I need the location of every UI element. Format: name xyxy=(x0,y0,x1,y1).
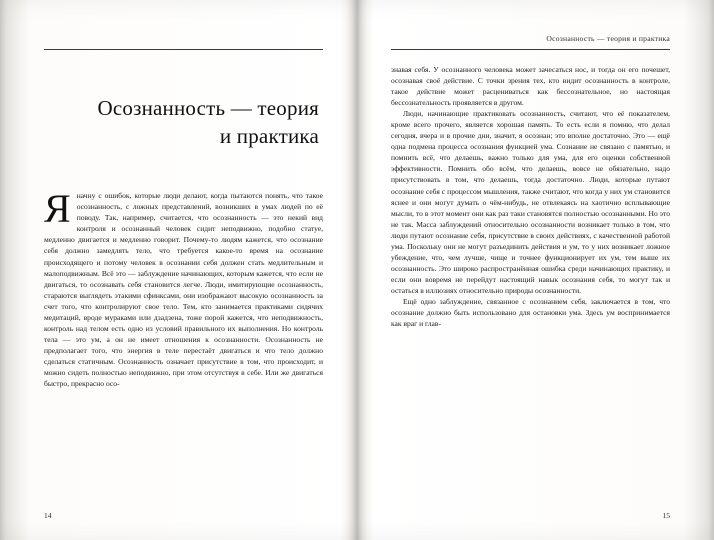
body-text-left xyxy=(44,186,323,389)
paragraph: Ещё одно заблуждение, связанное с осознанием себя, заключается в том, что осознание должно быть использовано для остановки ума. Здесь ум воспринимается как враг и глав- xyxy=(391,296,670,329)
running-head-left xyxy=(44,34,323,44)
chapter-title-line-1: Осознанность — теория xyxy=(97,96,319,120)
page-number-right: 15 xyxy=(662,511,670,520)
drop-cap: Я xyxy=(44,186,71,232)
running-head-right: Осознанность — теория и практика xyxy=(546,34,670,43)
paragraph: знавая себя. У осознанного человека может зачесаться нос, и тогда он его почешет, осознавая своё действие. С точки зрения тех, кто видит осознанность в контроле, такое действие может расцениваться как бессознательное, но настоящая бессознательность проявляется в другом. xyxy=(391,65,670,108)
body-text-right xyxy=(391,64,670,329)
page-title xyxy=(44,94,319,150)
paragraph: начну с ошибок, которые люди делают, когда пытаются понять, что такое осознанность, с ложных представлений, возникших в умах людей по её поводу. Так, например, считается, что осознанность — это некий вид контроля и осознанный человек сидит неподвижно, подобно статуе, медленно двигается и медленно говорит. Почему-то людям кажется, что осознание себя должно замедлять тело, что требуется какое-то время на осознание происходящего и потому человек в осознании себя должен стать медлительным и малоподвижным. Всё это — заблуждение начинающих, которым кажется, что если не двигаться, то осознавать себя становится легче. Люди, имитирующие осознанность, стараются выглядеть этакими сфинксами, они изображают высокую осознанность за счет того, что контролируют свое тело. Тем, кто занимается практиками сидячих медитаций, вроде мураками или дзадзена, тоже порой кажется, что неподвижность, контроль над телом есть одно из условий правильного их выполнения. Но контроль тела — это ум, а он не имеет отношения к осознанности. Осознанность не предполагает того, что энергия в теле перестаёт двигаться и что тело должно сделаться статичным. Осознанность означает присутствие в том, что происходит, и можно сидеть полностью неподвижно, при этом отсутствуя в себе. Или же двигаться быстро, прекрасно осо- xyxy=(44,191,323,389)
page-number-left: 14 xyxy=(44,511,52,520)
paragraph: Люди, начинающие практиковать осознанность, считают, что её показателем, кроме всего прочего, является хорошая память. То есть если я помню, что делал сегодня, вчера и в прочие дни, значит, я осознан; это вполне достаточно. Это — ещё одна подмена процесса осознания функцией ума. Сознание не связано с памятью, и помнить всё, что делаешь, важно только для ума, для его оценки собственной эффективности. Помнить обо всём, что делаешь, вовсе не обязательно, надо присутствовать в том, что делаешь, тогда достаточно. Люди, которые путают осознание себя с процессом мышления, также считают, что когда у них ум становится яснее и они могут думать о чём-нибудь, не отвлекаясь на хаотично всплывающие мысли, то в этот момент они как раз таки становятся полностью осознанными. Но это не так. Масса заблуждений относительно осознанности возникает только в том, что люди путают осознание себя, присутствие в своих действиях, с качественной работой ума. Поскольку они не могут разъединить действия и ум, то у них возникает ложное убеждение, что, чем лучше, чище и точнее функционирует их ум, тем выше их осознанность. Это широко распространённая ошибка среди начинающих практику, и если они вовремя не перейдут настоящий навык осознания себя, то могут так и остаться в иллюзиях относительно природы осознанности. xyxy=(391,109,670,295)
chapter-title-line-2: и практика xyxy=(219,124,319,149)
header-rule-left xyxy=(44,49,323,50)
page-right xyxy=(357,0,714,540)
header-rule-right xyxy=(391,49,670,50)
